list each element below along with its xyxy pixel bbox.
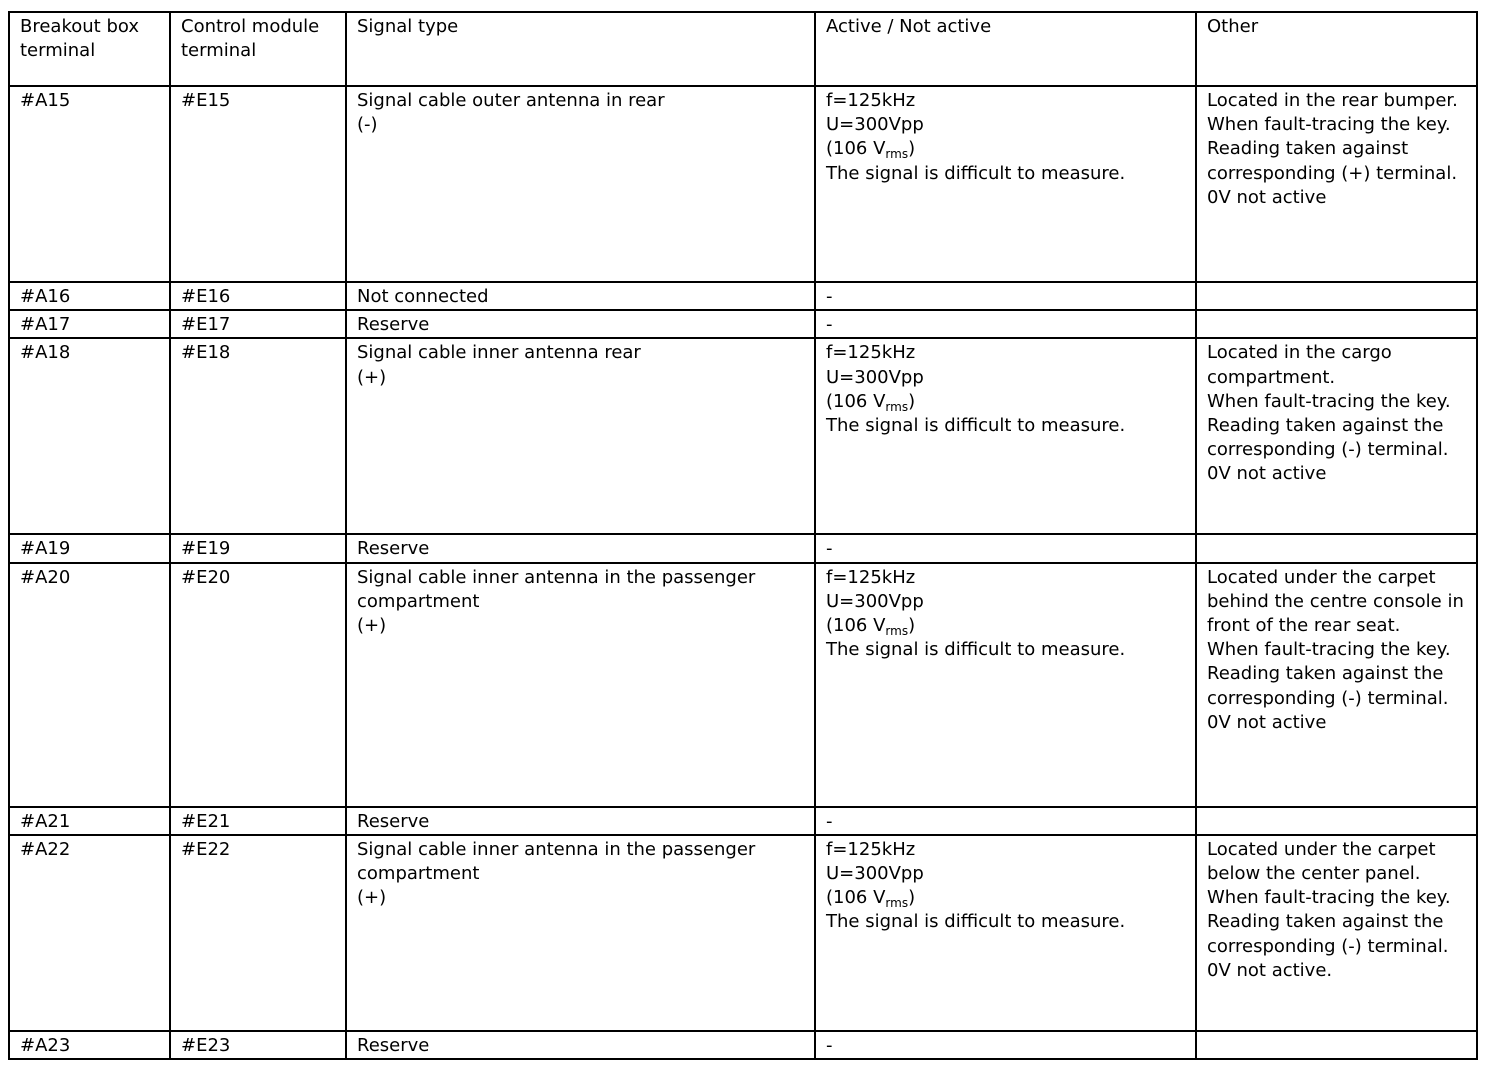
voltage-value: U=300Vpp — [826, 863, 924, 885]
breakout-cell: #A21 — [9, 807, 170, 835]
signal-cell — [346, 338, 815, 534]
other-cell — [1196, 1031, 1477, 1059]
rms-value: (106 $V_{rms}$) — [826, 615, 916, 639]
other-line: Located in the rear bumper. — [1207, 90, 1458, 111]
rms-value: (106 $V_{rms}$) — [826, 390, 916, 414]
frequency-value: f=125kHz — [826, 90, 916, 111]
signal-cell: Not connected — [346, 282, 815, 310]
other-cell — [1196, 338, 1477, 534]
rms-value: (106 $V_{rms}$) — [826, 887, 916, 911]
table-row — [9, 86, 1477, 282]
header-active-not-active: Active / Not active — [815, 12, 1196, 86]
table-row — [9, 338, 1477, 534]
other-cell — [1196, 563, 1477, 807]
other-cell — [1196, 282, 1477, 310]
table-row — [9, 563, 1477, 807]
table-row — [9, 835, 1477, 1031]
control-cell: #E22 — [170, 835, 346, 1031]
signal-line: Signal cable inner antenna rear — [357, 342, 641, 364]
active-cell: - — [815, 310, 1196, 338]
terminal-table — [8, 11, 1478, 1060]
control-cell: #E16 — [170, 282, 346, 310]
measurement-note: The signal is difficult to measure. — [826, 162, 1126, 184]
signal-line: Signal cable outer antenna in rear — [357, 90, 665, 111]
signal-polarity: (+) — [357, 887, 387, 909]
signal-cell — [346, 563, 815, 807]
signal-cell — [346, 835, 815, 1031]
breakout-cell: #A20 — [9, 563, 170, 807]
frequency-value: f=125kHz — [826, 342, 916, 364]
voltage-value: U=300Vpp — [826, 590, 924, 612]
active-cell — [815, 338, 1196, 534]
header-control-module-terminal: Control module terminal — [170, 12, 346, 86]
active-cell: - — [815, 534, 1196, 562]
other-line: When fault-tracing the key. — [1207, 114, 1451, 136]
frequency-value: f=125kHz — [826, 566, 916, 588]
measurement-note: The signal is difficult to measure. — [826, 911, 1126, 933]
table-row — [9, 282, 1477, 310]
active-cell — [815, 86, 1196, 282]
active-cell: - — [815, 1031, 1196, 1059]
other-line: 0V not active — [1207, 186, 1327, 208]
other-line: Reading taken against corresponding (+) terminal. — [1207, 138, 1458, 184]
breakout-cell: #A23 — [9, 1031, 170, 1059]
active-cell — [815, 563, 1196, 807]
table-row — [9, 807, 1477, 835]
signal-cell: Reserve — [346, 1031, 815, 1059]
measurement-note: The signal is difficult to measure. — [826, 639, 1126, 661]
signal-line: Signal cable inner antenna in the passenger compartment — [357, 566, 756, 612]
frequency-value: f=125kHz — [826, 838, 916, 860]
breakout-cell: #A17 — [9, 310, 170, 338]
control-cell: #E15 — [170, 86, 346, 282]
other-line: When fault-tracing the key. — [1207, 887, 1451, 909]
signal-polarity: (-) — [357, 114, 378, 136]
voltage-value: U=300Vpp — [826, 114, 924, 136]
active-cell: - — [815, 282, 1196, 310]
other-line: Located in the cargo compartment. — [1207, 342, 1392, 388]
control-cell: #E19 — [170, 534, 346, 562]
other-line: Reading taken against the corresponding (-) terminal. — [1207, 415, 1449, 461]
control-cell: #E23 — [170, 1031, 346, 1059]
other-line: Reading taken against the corresponding (-) terminal. — [1207, 663, 1449, 709]
breakout-cell: #A18 — [9, 338, 170, 534]
other-cell — [1196, 835, 1477, 1031]
other-line: 0V not active — [1207, 711, 1327, 733]
measurement-note: The signal is difficult to measure. — [826, 415, 1126, 437]
signal-cell: Reserve — [346, 534, 815, 562]
header-signal-type: Signal type — [346, 12, 815, 86]
other-cell — [1196, 310, 1477, 338]
other-cell — [1196, 534, 1477, 562]
active-cell: - — [815, 807, 1196, 835]
active-cell — [815, 835, 1196, 1031]
signal-line: Signal cable inner antenna in the passenger compartment — [357, 838, 756, 885]
header-row — [9, 12, 1477, 86]
breakout-cell: #A22 — [9, 835, 170, 1031]
voltage-value: U=300Vpp — [826, 366, 924, 388]
signal-polarity: (+) — [357, 615, 387, 637]
other-line: When fault-tracing the key. — [1207, 390, 1451, 412]
table-row — [9, 310, 1477, 338]
other-line: Reading taken against the corresponding (-) terminal. — [1207, 911, 1449, 957]
control-cell: #E20 — [170, 563, 346, 807]
breakout-cell: #A16 — [9, 282, 170, 310]
rms-value: (106 $V_{rms}$) — [826, 138, 916, 162]
signal-cell: Reserve — [346, 310, 815, 338]
other-cell — [1196, 807, 1477, 835]
control-cell: #E18 — [170, 338, 346, 534]
breakout-cell: #A15 — [9, 86, 170, 282]
other-line: 0V not active. — [1207, 959, 1333, 981]
table-row — [9, 1031, 1477, 1059]
header-other: Other — [1196, 12, 1477, 86]
signal-cell: Reserve — [346, 807, 815, 835]
breakout-cell: #A19 — [9, 534, 170, 562]
other-line: Located under the carpet below the center panel. — [1207, 838, 1436, 885]
other-cell — [1196, 86, 1477, 282]
control-cell: #E21 — [170, 807, 346, 835]
control-cell: #E17 — [170, 310, 346, 338]
signal-polarity: (+) — [357, 366, 387, 388]
header-breakout-box-terminal: Breakout box terminal — [9, 12, 170, 86]
other-line: Located under the carpet behind the centre console in front of the rear seat. — [1207, 566, 1464, 637]
other-line: 0V not active — [1207, 463, 1327, 485]
signal-cell — [346, 86, 815, 282]
other-line: When fault-tracing the key. — [1207, 639, 1451, 661]
table-row — [9, 534, 1477, 562]
